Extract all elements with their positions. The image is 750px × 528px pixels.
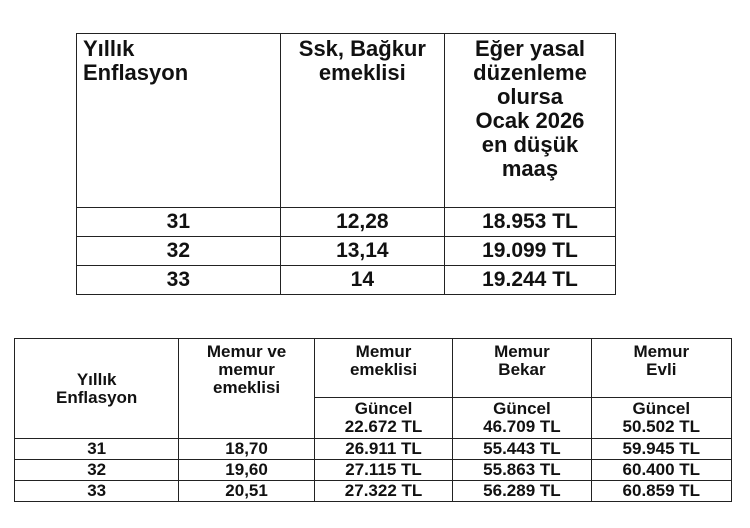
table-cell: 60.400 TL [591,460,731,481]
header-ssk-bagkur-retiree [280,34,444,208]
header-text: Bekar [498,360,546,379]
header-text: Ocak 2026 [475,108,585,133]
table-cell: 33 [77,266,281,295]
header-annual-inflation [15,339,179,439]
header-text: düzenleme [473,60,587,85]
table-row [77,208,616,237]
table-cell: 19,60 [179,460,314,481]
current-salary-cell [453,398,591,439]
table-cell: 13,14 [280,237,444,266]
table-cell: 18.953 TL [444,208,615,237]
header-text: emeklisi [318,60,406,85]
table-cell: 20,51 [179,481,314,502]
current-salary-cell [314,398,452,439]
table-cell: 14 [280,266,444,295]
table-cell: 33 [15,481,179,502]
current-label: Güncel [632,399,691,418]
current-salary-cell [591,398,731,439]
table-cell: 31 [15,439,179,460]
header-civil-servant-and-retiree [179,339,314,439]
header-text: Memur ve [206,342,287,361]
header-text: Yıllık [76,369,117,389]
header-text: Enflasyon [83,60,189,85]
header-text: en düşük [481,132,579,157]
current-label: Güncel [354,399,413,418]
header-text: Enflasyon [56,387,138,407]
table-cell: 12,28 [280,208,444,237]
header-text: Yıllık [83,36,135,61]
pension-table [76,33,616,295]
header-text: emeklisi [349,360,418,379]
table-cell: 19.099 TL [444,237,615,266]
header-minimum-pension [444,34,615,208]
table-cell: 55.863 TL [453,460,591,481]
table-row [77,237,616,266]
header-text: Memur [494,342,550,361]
header-text: emeklisi [213,378,281,397]
header-text: olursa [496,84,563,109]
header-text: memur [218,360,275,379]
header-text: maaş [501,156,559,181]
current-value: 46.709 TL [483,417,561,436]
header-row [15,339,732,398]
table-cell: 18,70 [179,439,314,460]
table-cell: 27.115 TL [314,460,452,481]
header-text: Memur [355,342,412,361]
table-row [15,481,732,502]
table-cell: 31 [77,208,281,237]
table-cell: 56.289 TL [453,481,591,502]
civil-servant-table [14,338,732,502]
table-row [77,266,616,295]
table-cell: 59.945 TL [591,439,731,460]
table-row [15,460,732,481]
header-text: Ssk, Bağkur [298,36,426,61]
table-cell: 19.244 TL [444,266,615,295]
current-value: 22.672 TL [344,417,423,436]
table-cell: 32 [15,460,179,481]
table-cell: 60.859 TL [591,481,731,502]
header-civil-servant-retiree [314,339,452,398]
current-value: 50.502 TL [622,417,701,436]
table-cell: 32 [77,237,281,266]
header-text: Memur [633,342,690,361]
current-label: Güncel [493,399,551,418]
header-annual-inflation [77,34,281,208]
header-row [77,34,616,208]
table-cell: 27.322 TL [314,481,452,502]
header-text: Evli [646,360,677,379]
table-cell: 55.443 TL [453,439,591,460]
header-civil-servant-single [453,339,591,398]
table-cell: 26.911 TL [314,439,452,460]
header-civil-servant-married [591,339,731,398]
table-row [15,439,732,460]
header-text: Eğer yasal [474,36,586,61]
